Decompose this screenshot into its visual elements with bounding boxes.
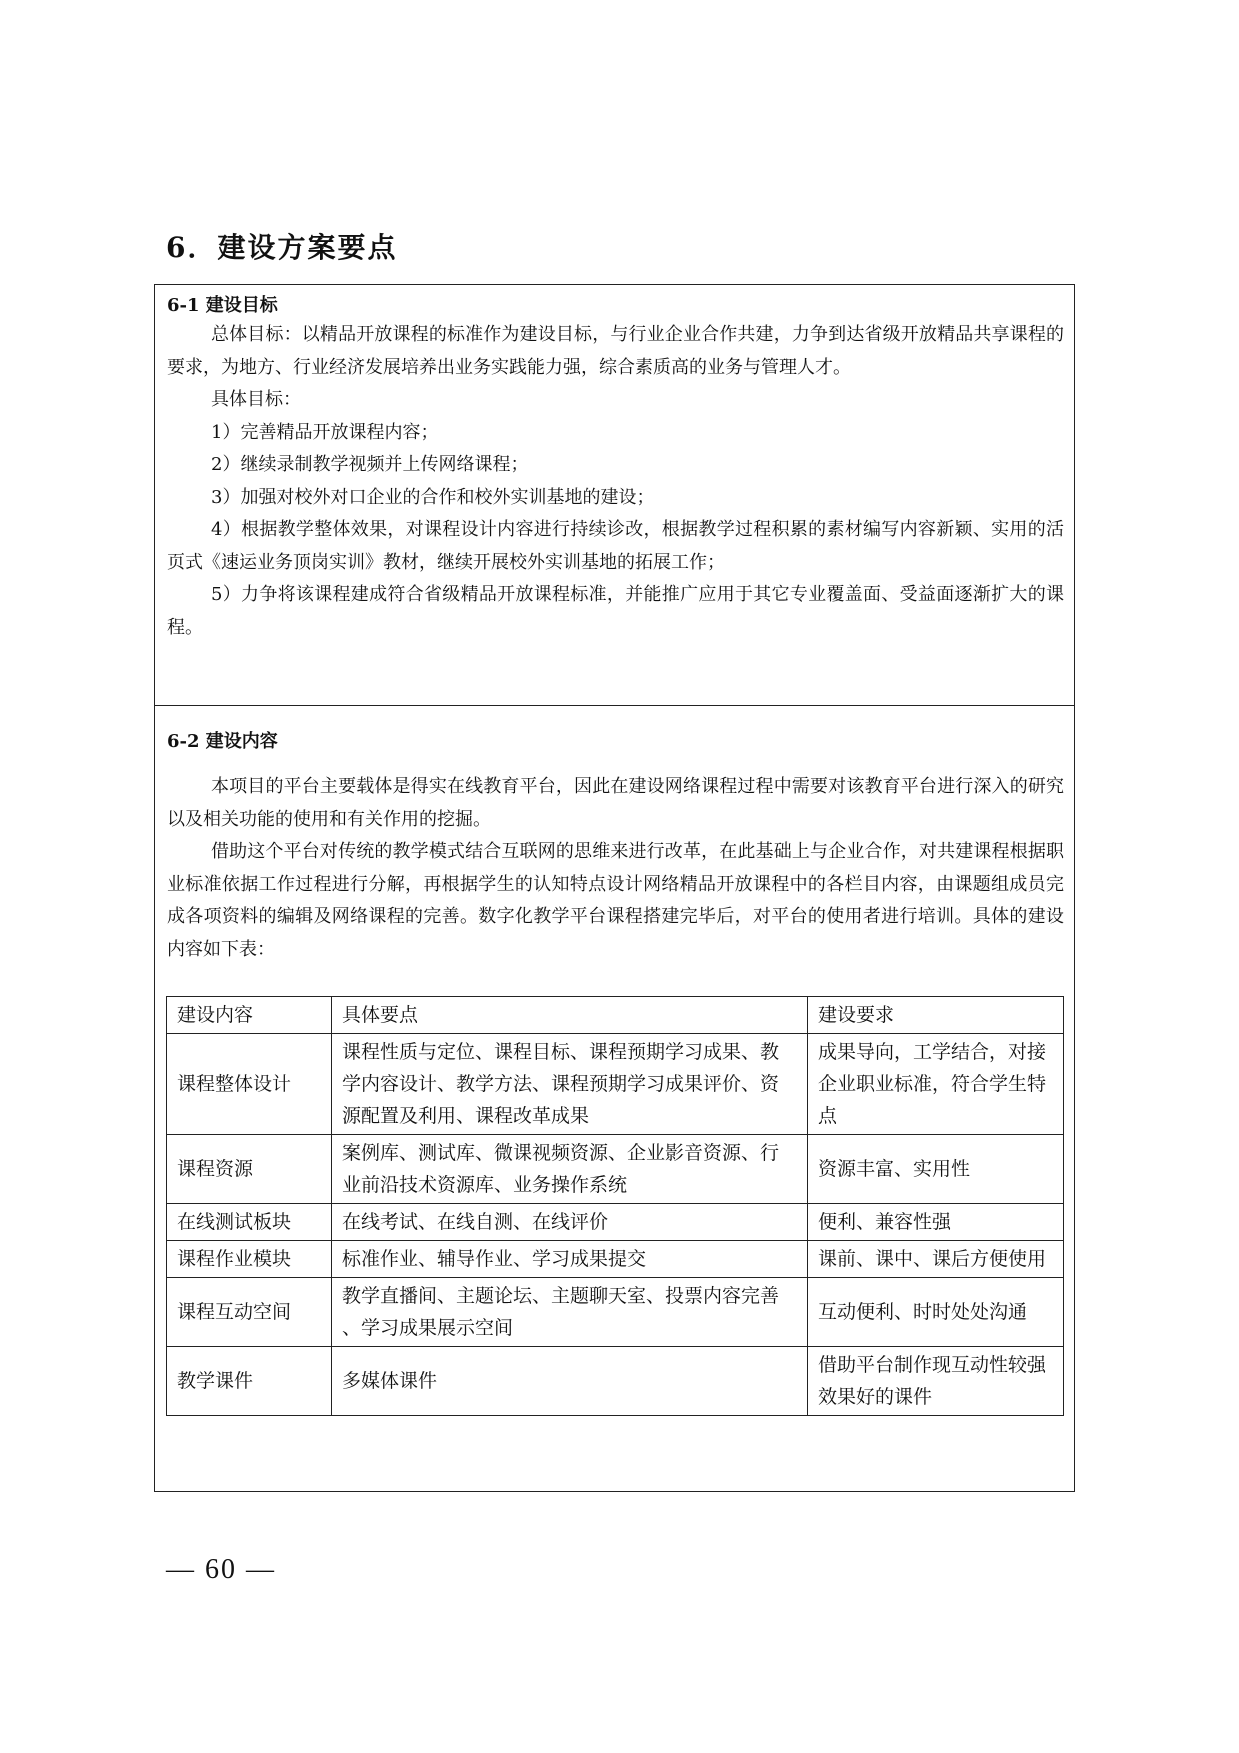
table-cell: 借助平台制作现互动性较强效果好的课件 — [808, 1347, 1064, 1416]
table-cell: 在线考试、在线自测、在线评价 — [332, 1204, 808, 1241]
goal-item-2: 2）继续录制教学视频并上传网络课程； — [211, 454, 529, 475]
goal-item-3: 3）加强对校外对口企业的合作和校外实训基地的建设； — [211, 486, 655, 508]
table-cell: 在线测试板块 — [167, 1204, 332, 1241]
table-row — [167, 1204, 1064, 1241]
table-cell: 标准作业、辅导作业、学习成果提交 — [332, 1241, 808, 1278]
table-cell: 教学直播间、主题论坛、主题聊天室、投票内容完善 、学习成果展示空间 — [332, 1278, 808, 1347]
table-row — [167, 1034, 1064, 1135]
table-cell: 课程资源 — [167, 1135, 332, 1204]
section-heading: 6．建设方案要点 — [166, 231, 398, 264]
table-cell: 教学课件 — [167, 1347, 332, 1416]
table-row — [167, 1241, 1064, 1278]
table-header: 具体要点 — [332, 997, 808, 1034]
goals-text — [167, 319, 1064, 644]
table-header: 建设内容 — [167, 997, 332, 1034]
content-paragraph-1: 本项目的平台主要载体是得实在线教育平台，因此在建设网络课程过程中需要对该教育平台进行深入的研究以及相关功能的使用和有关作用的挖掘。 — [167, 776, 1064, 830]
goal-item-1: 1）完善精品开放课程内容； — [211, 421, 439, 443]
table-header-row — [167, 997, 1064, 1034]
table-cell: 多媒体课件 — [332, 1347, 808, 1416]
content-box — [154, 705, 1075, 1492]
specific-goal-label: 具体目标： — [211, 389, 301, 410]
table-cell: 课前、课中、课后方便使用 — [808, 1241, 1064, 1278]
goals-box — [154, 284, 1075, 706]
content-title: 6-2 建设内容 — [167, 731, 278, 752]
table-row — [167, 1135, 1064, 1204]
overall-goal: 总体目标：以精品开放课程的标准作为建设目标，与行业企业合作共建，力争到达省级开放精品共享课程的要求，为地方、行业经济发展培养出业务实践能力强，综合素质高的业务与管理人才。 — [167, 324, 1064, 378]
table-cell: 课程互动空间 — [167, 1278, 332, 1347]
table-row — [167, 1347, 1064, 1416]
table-cell: 互动便利、时时处处沟通 — [808, 1278, 1064, 1347]
table-cell: 资源丰富、实用性 — [808, 1135, 1064, 1204]
goals-title: 6-1 建设目标 — [167, 295, 278, 316]
goal-item-4: 4）根据教学整体效果，对课程设计内容进行持续诊改，根据教学过程积累的素材编写内容新颖、实用的活页式《速运业务顶岗实训》教材，继续开展校外实训基地的拓展工作； — [167, 519, 1064, 573]
table-cell: 课程作业模块 — [167, 1241, 332, 1278]
content-text — [167, 771, 1064, 966]
page-number: — 60 — — [166, 1554, 276, 1585]
table-row — [167, 1278, 1064, 1347]
table-cell: 成果导向，工学结合，对接企业职业标准，符合学生特点 — [808, 1034, 1064, 1135]
construction-table — [166, 996, 1064, 1416]
table-cell: 便利、兼容性强 — [808, 1204, 1064, 1241]
table-header: 建设要求 — [808, 997, 1064, 1034]
content-paragraph-2: 借助这个平台对传统的教学模式结合互联网的思维来进行改革，在此基础上与企业合作，对共建课程根据职业标准依据工作过程进行分解，再根据学生的认知特点设计网络精品开放课程中的各栏目内容，由课题组成员完成各项资料的编辑及网络课程的完善。数字化教学平台课程搭建完毕后，对平台的使用者进行培训。具体的建设内容如下表： — [167, 841, 1064, 960]
table-cell: 课程性质与定位、课程目标、课程预期学习成果、教学内容设计、教学方法、课程预期学习成果评价、资源配置及利用、课程改革成果 — [332, 1034, 808, 1135]
table-cell: 案例库、测试库、微课视频资源、企业影音资源、行业前沿技术资源库、业务操作系统 — [332, 1135, 808, 1204]
table-cell: 课程整体设计 — [167, 1034, 332, 1135]
goal-item-5: 5）力争将该课程建成符合省级精品开放课程标准，并能推广应用于其它专业覆盖面、受益面逐渐扩大的课程。 — [167, 584, 1064, 638]
